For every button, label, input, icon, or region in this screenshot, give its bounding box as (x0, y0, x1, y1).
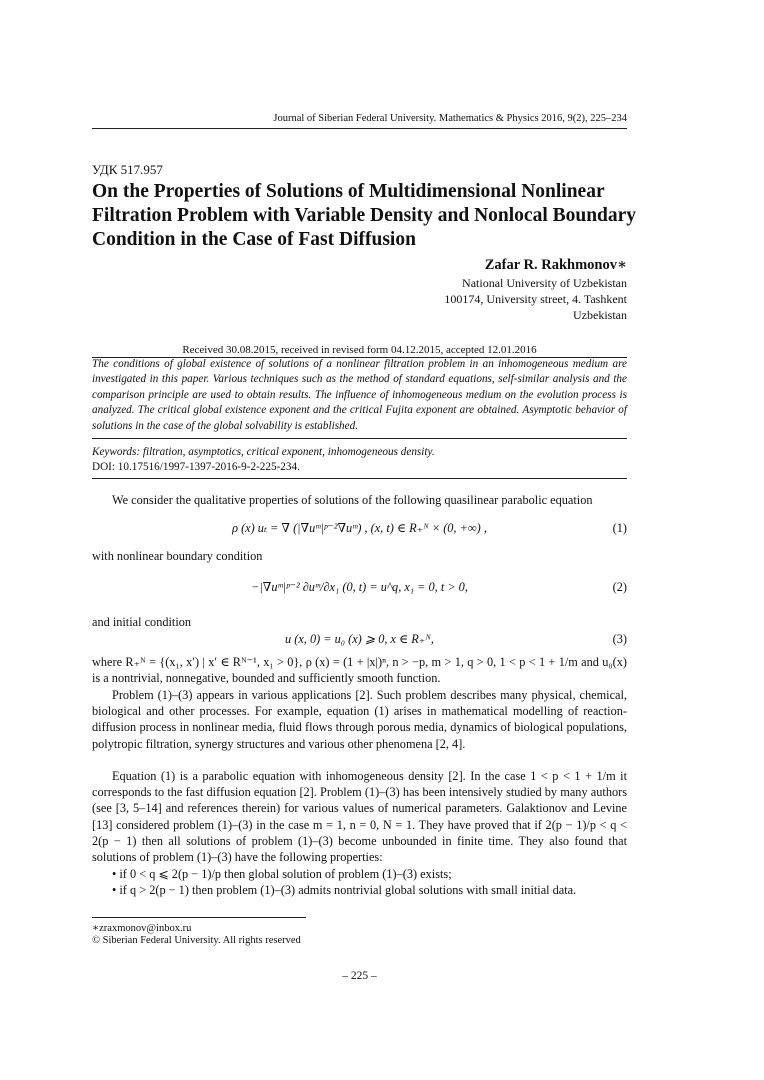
equation-2 (92, 580, 627, 595)
intro-paragraph: We consider the qualitative properties of solutions of the following quasilinear parabolic equation (112, 493, 593, 507)
bullet-item: • if q > 2(p − 1) then problem (1)–(3) admits nontrivial global solutions with small initial data. (112, 883, 577, 897)
affiliation-line: National University of Uzbekistan (462, 276, 627, 290)
boundary-condition-intro: with nonlinear boundary condition (92, 549, 263, 563)
equation-3-number: (3) (612, 632, 627, 646)
equation-2-number: (2) (612, 580, 627, 594)
where-paragraph: where R₊ᴺ = {(x₁, x′) | x′ ∈ Rᴺ⁻¹, x₁ > 0}, ρ (x) = (1 + |x|)ⁿ, n > −p, m > 1, q > 0, 1 < p < 1 + 1/m and u₀(x) is a nontrivial, nonnegative, bounded and sufficiently smooth function. (92, 655, 627, 686)
affiliation-line: 100174, University street, 4. Tashkent (444, 292, 627, 306)
equation-1 (92, 521, 627, 536)
footnote-copyright: © Siberian Federal University. All rights reserved (92, 935, 301, 946)
paragraph-history: Equation (1) is a parabolic equation with inhomogeneous density [2]. In the case 1 < p < 1 + 1/m it corresponds to the fast diffusion equation [2]. Problem (1)–(3) has been intensively studied by many authors (see [3, 5–14] and references therein) for various values of numerical parameters. Galaktionov and Levine [13] considered problem (1)–(3) in the case m = 1, n = 0, N = 1. They have proved that if 2(p − 1)/p < q < 2(p − 1) then all solutions of problem (1)–(3) become unbounded in finite time. They also found that solutions of problem (1)–(3) have the following properties: (92, 769, 627, 865)
equation-1-number: (1) (612, 521, 627, 535)
equation-2-body: −|∇uᵐ|ᵖ⁻² ∂uᵐ/∂x₁ (0, t) = u^q, x₁ = 0, t > 0, (251, 580, 468, 594)
equation-3-body: u (x, 0) = u₀ (x) ⩾ 0, x ∈ R₊ᴺ, (285, 632, 434, 646)
affiliation-line: Uzbekistan (573, 308, 627, 322)
keywords-label: Keywords: (92, 446, 141, 458)
header-rule (92, 128, 627, 129)
page-number: – 225 – (342, 970, 377, 982)
initial-condition-intro: and initial condition (92, 615, 192, 629)
paper-title: On the Properties of Solutions of Multidimensional Nonlinear Filtration Problem with Variable Density and Nonlocal Boundary Condition in the Case of Fast Diffusion (92, 181, 637, 250)
author-name: Zafar R. Rakhmonov∗ (484, 257, 627, 273)
abstract-bottom-rule (92, 438, 627, 439)
bullet-item: • if 0 < q ⩽ 2(p − 1)/p then global solution of problem (1)–(3) exists; (112, 867, 452, 881)
footnote-rule (92, 917, 306, 918)
equation-3 (92, 632, 627, 647)
keywords (92, 446, 435, 458)
journal-header: Journal of Siberian Federal University. Mathematics & Physics 2016, 9(2), 225–234 (273, 113, 627, 124)
footnote-email: ∗zraxmonov@inbox.ru (92, 923, 192, 934)
paragraph-applications: Problem (1)–(3) appears in various applications [2]. Such problem describes many physical, chemical, biological and other processes. For example, equation (1) arises in mathematical modelling of reaction-diffusion process in nonlinear media, fluid flows through porous media, dynamics of biological populations, polytropic filtration, synergy structures and various other phenomena [2, 4]. (92, 688, 627, 751)
abstract: The conditions of global existence of solutions of a nonlinear filtration problem in an inhomogeneous medium are investigated in this paper. Various techniques such as the method of standard equations, self-similar analysis and the comparison principle are used to obtain results. The influence of inhomogeneous medium on the evolution process is analyzed. The critical global existence exponent and the critical Fujita exponent are obtained. Asymptotic behavior of solutions in the case of the global solvability is established. (92, 358, 627, 432)
keywords-rule (92, 478, 627, 479)
keywords-text: filtration, asymptotics, critical exponent, inhomogeneous density. (142, 446, 435, 458)
equation-1-body: ρ (x) uₜ = ∇ (|∇uᵐ|ᵖ⁻²∇uᵐ) , (x, t) ∈ R₊ᴺ × (0, +∞) , (232, 521, 487, 535)
received-dates: Received 30.08.2015, received in revised form 04.12.2015, accepted 12.01.2016 (182, 344, 537, 356)
udk-code: УДК 517.957 (92, 162, 163, 177)
doi: DOI: 10.17516/1997-1397-2016-9-2-225-234. (92, 461, 300, 473)
